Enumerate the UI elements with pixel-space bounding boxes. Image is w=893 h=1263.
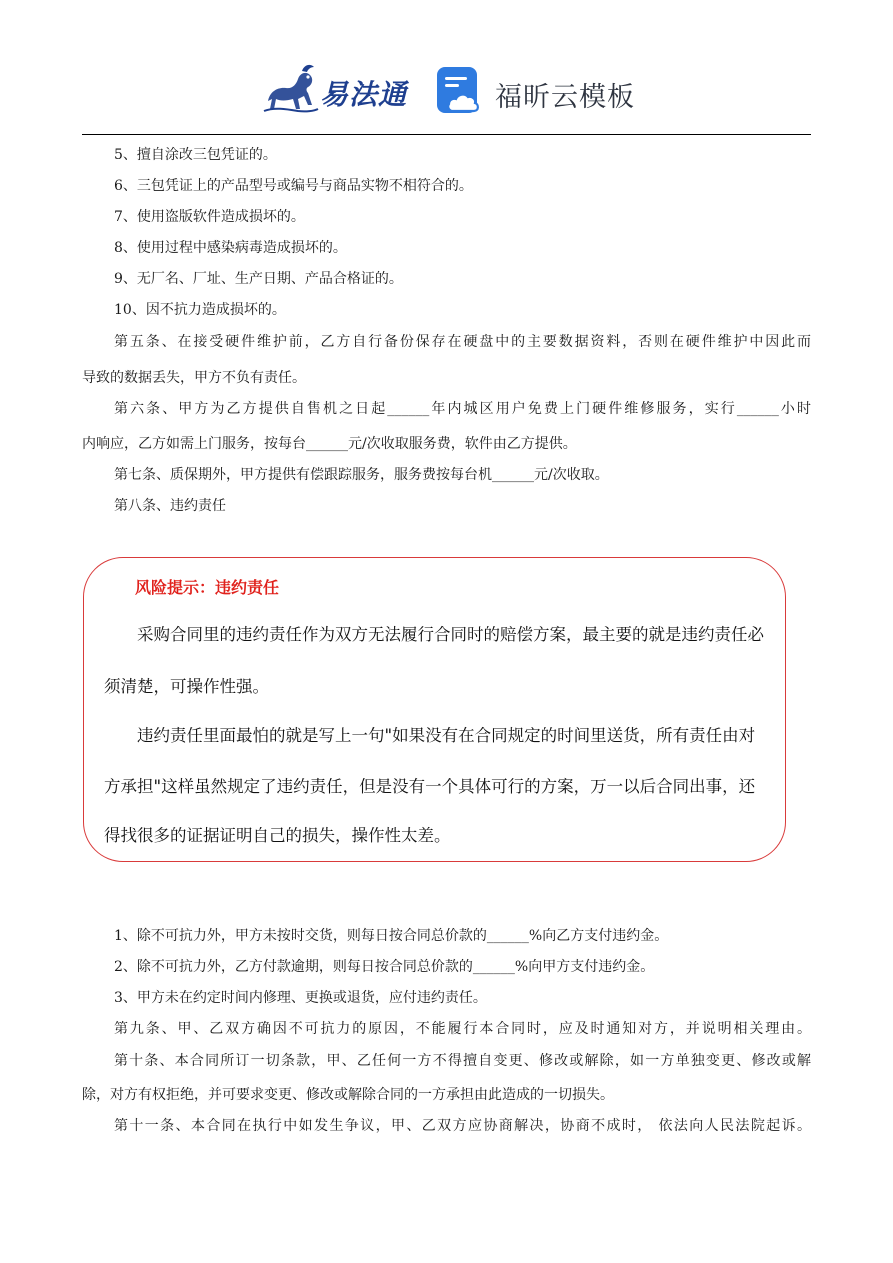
header-divider bbox=[82, 134, 811, 135]
risk-tip-p2-line-1: 违约责任里面最怕的就是写上一句"如果没有在合同规定的时间里送货，所有责任由对 bbox=[137, 726, 756, 745]
yifatong-logo bbox=[262, 61, 412, 119]
article-11: 第十一条、本合同在执行中如发生争议，甲、乙双方应协商解决，协商不成时， 依法向人民法院起诉。 bbox=[114, 1118, 811, 1134]
fuxin-logo-text: 福昕云模板 bbox=[495, 82, 635, 113]
clause-item-5: 5、擅自涂改三包凭证的。 bbox=[114, 147, 277, 163]
article-7: 第七条、质保期外，甲方提供有偿跟踪服务，服务费按每台机______元/次收取。 bbox=[114, 467, 609, 483]
penalty-item-1: 1、除不可抗力外，甲方未按时交货，则每日按合同总价款的______%向乙方支付违约金。 bbox=[114, 928, 669, 944]
fuxin-template-logo bbox=[435, 65, 635, 117]
risk-tip-p2-line-2: 方承担"这样虽然规定了违约责任，但是没有一个具体可行的方案，万一以后合同出事，还 bbox=[104, 777, 756, 796]
clause-item-8: 8、使用过程中感染病毒造成损坏的。 bbox=[114, 240, 347, 256]
penalty-item-2: 2、除不可抗力外，乙方付款逾期，则每日按合同总价款的______%向甲方支付违约金。 bbox=[114, 959, 655, 975]
article-8-heading: 第八条、违约责任 bbox=[114, 498, 226, 514]
risk-tip-box bbox=[83, 557, 786, 862]
risk-tip-p2-line-3: 得找很多的证据证明自己的损失，操作性太差。 bbox=[104, 826, 451, 845]
penalty-item-3: 3、甲方未在约定时间内修理、更换或退货，应付违约责任。 bbox=[114, 990, 487, 1006]
article-5-line-2: 导致的数据丢失，甲方不负有责任。 bbox=[82, 370, 306, 386]
clause-item-10: 10、因不抗力造成损坏的。 bbox=[114, 302, 286, 318]
risk-tip-title: 风险提示：违约责任 bbox=[135, 578, 280, 597]
article-9: 第九条、甲、乙双方确因不可抗力的原因，不能履行本合同时，应及时通知对方，并说明相关理由。 bbox=[114, 1021, 811, 1037]
article-6-line-1: 第六条、甲方为乙方提供自售机之日起______年内城区用户免费上门硬件维修服务，实行______小时 bbox=[114, 401, 811, 417]
risk-tip-p1-line-2: 须清楚，可操作性强。 bbox=[104, 677, 269, 696]
qilin-mascot-icon bbox=[262, 61, 320, 119]
yifatong-logo-text: 易法通 bbox=[320, 78, 408, 111]
article-5-line-1: 第五条、在接受硬件维护前，乙方自行备份保存在硬盘中的主要数据资料，否则在硬件维护中因此而 bbox=[114, 334, 811, 350]
clause-item-6: 6、三包凭证上的产品型号或编号与商品实物不相符合的。 bbox=[114, 178, 473, 194]
article-6-line-2: 内响应，乙方如需上门服务，按每台______元/次收取服务费，软件由乙方提供。 bbox=[82, 436, 577, 452]
page-header bbox=[0, 55, 893, 125]
clause-item-9: 9、无厂名、厂址、生产日期、产品合格证的。 bbox=[114, 271, 403, 287]
risk-tip-p1-line-1: 采购合同里的违约责任作为双方无法履行合同时的赔偿方案，最主要的就是违约责任必 bbox=[137, 625, 764, 644]
article-10-line-2: 除，对方有权拒绝，并可要求变更、修改或解除合同的一方承担由此造成的一切损失。 bbox=[82, 1087, 614, 1103]
article-10-line-1: 第十条、本合同所订一切条款，甲、乙任何一方不得擅自变更、修改或解除，如一方单独变更、修改或解 bbox=[114, 1053, 811, 1069]
clause-item-7: 7、使用盗版软件造成损坏的。 bbox=[114, 209, 305, 225]
cloud-document-icon bbox=[435, 65, 485, 115]
